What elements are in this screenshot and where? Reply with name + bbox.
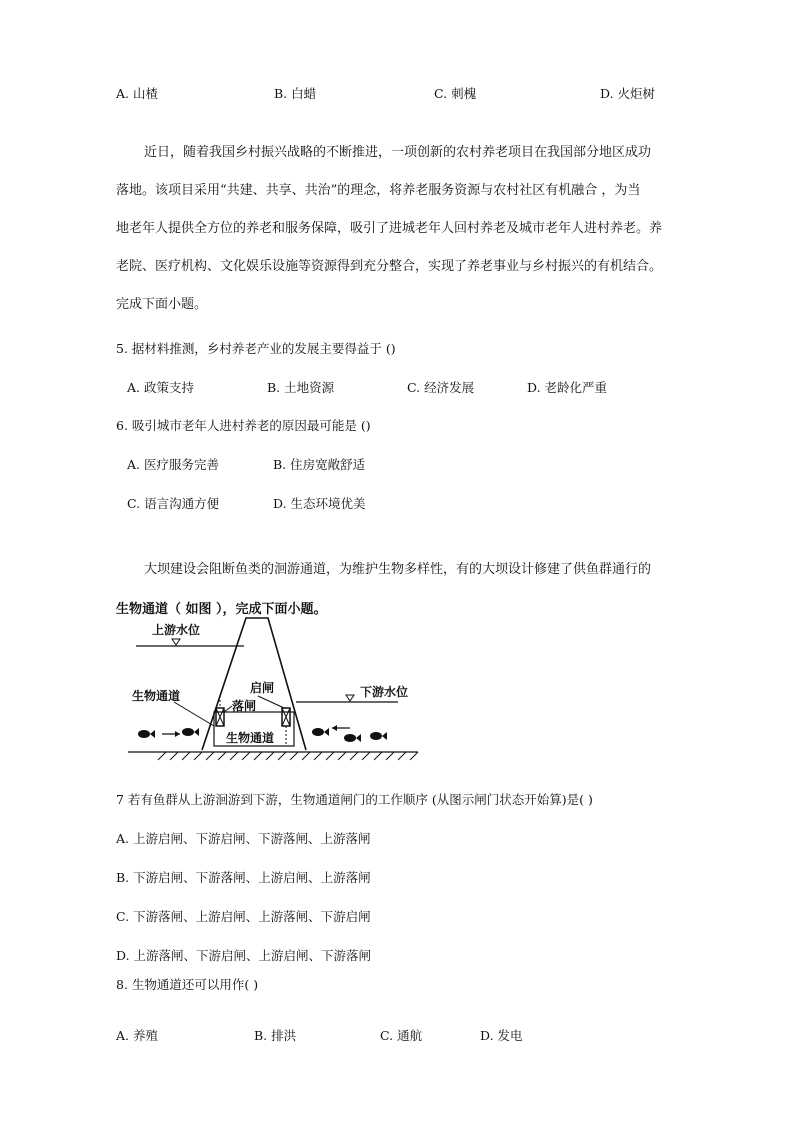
passage1-line: 近日，随着我国乡村振兴战略的不断推进，一项创新的农村养老项目在我国部分地区成功 bbox=[144, 145, 652, 160]
q6-option-c[interactable]: C. 语言沟通方便 bbox=[127, 496, 220, 511]
ground-hatching bbox=[158, 752, 418, 760]
q8-stem: 8. 生物通道还可以用作( ) bbox=[116, 977, 259, 992]
fish-downstream-2-icon bbox=[344, 734, 361, 742]
q5-option-b[interactable]: B. 土地资源 bbox=[267, 380, 335, 395]
fish-upstream-1-icon bbox=[138, 730, 155, 738]
upstream-label: 上游水位 bbox=[152, 623, 201, 637]
outer-channel-label: 生物通道 bbox=[132, 689, 181, 703]
passage1-line: 完成下面小题。 bbox=[116, 297, 208, 312]
q5-stem: 5. 据材料推测，乡村养老产业的发展主要得益于 () bbox=[116, 341, 396, 356]
q7-stem: 7 若有鱼群从上游洄游到下游，生物通道闸门的工作顺序 (从图示闸门状态开始算)是( ) bbox=[116, 792, 593, 807]
outer-channel-leader bbox=[174, 702, 214, 726]
arrow-upstream-head bbox=[175, 731, 180, 737]
passage1-line: 落地。该项目采用“共建、共享、共治”的理念，将养老服务资源与农村社区有机融合 ，为当 bbox=[116, 183, 641, 198]
q7-option-d[interactable]: D. 上游落闸、下游启闸、上游启闸、下游落闸 bbox=[116, 948, 372, 963]
q8-option-d[interactable]: D. 发电 bbox=[480, 1028, 523, 1043]
downstream-gate-cross bbox=[282, 708, 290, 726]
downstream-label: 下游水位 bbox=[360, 685, 409, 699]
q8-option-b[interactable]: B. 排洪 bbox=[254, 1028, 297, 1043]
passage2-line1: 大坝建设会阻断鱼类的洄游通道，为维护生物多样性，有的大坝设计修建了供鱼群通行的 bbox=[144, 562, 652, 577]
q6-option-b[interactable]: B. 住房宽敞舒适 bbox=[273, 457, 366, 472]
gate-open-leader bbox=[258, 696, 284, 708]
q5-option-c[interactable]: C. 经济发展 bbox=[407, 380, 475, 395]
downstream-water-marker bbox=[346, 695, 354, 701]
gate-closed-leader bbox=[224, 706, 232, 712]
q7-option-b[interactable]: B. 下游启闸、下游落闸、上游启闸、上游落闸 bbox=[116, 870, 371, 885]
q6-option-a[interactable]: A. 医疗服务完善 bbox=[127, 457, 219, 472]
gate-open-label: 启闸 bbox=[250, 681, 275, 695]
passage-rural-elderly bbox=[116, 134, 682, 324]
upstream-water-marker bbox=[172, 639, 180, 645]
q7-option-c[interactable]: C. 下游落闸、上游启闸、上游落闸、下游启闸 bbox=[116, 909, 371, 924]
q8-option-c[interactable]: C. 通航 bbox=[380, 1028, 423, 1043]
fish-downstream-3-icon bbox=[370, 732, 387, 740]
upstream-gate-cross bbox=[216, 708, 224, 726]
q4-option-c[interactable]: C. 刺槐 bbox=[434, 86, 477, 101]
passage1-line: 地老年人提供全方位的养老和服务保障，吸引了进城老年人回村养老及城市老年人进村养老。养 bbox=[116, 221, 663, 236]
q8-option-a[interactable]: A. 养殖 bbox=[116, 1028, 158, 1043]
inner-channel-label: 生物通道 bbox=[226, 731, 275, 745]
q6-option-d[interactable]: D. 生态环境优美 bbox=[273, 496, 366, 511]
q7-option-a[interactable]: A. 上游启闸、下游启闸、下游落闸、上游落闸 bbox=[116, 831, 371, 846]
dam-fish-passage-diagram bbox=[128, 612, 428, 768]
q6-stem: 6. 吸引城市老年人进村养老的原因最可能是 () bbox=[116, 418, 371, 433]
arrow-downstream-head bbox=[332, 725, 337, 731]
q5-option-a[interactable]: A. 政策支持 bbox=[127, 380, 194, 395]
gate-closed-label: 落闸 bbox=[232, 699, 257, 713]
q4-option-b[interactable]: B. 白蜡 bbox=[274, 86, 317, 101]
fish-downstream-1-icon bbox=[312, 728, 329, 736]
q4-option-a[interactable]: A. 山楂 bbox=[116, 86, 158, 101]
passage1-line: 老院、医疗机构、文化娱乐设施等资源得到充分整合，实现了养老事业与乡村振兴的有机结合。 bbox=[116, 259, 663, 274]
fish-upstream-2-icon bbox=[182, 728, 199, 736]
passage2-line2: 生物通道（ 如图 ），完成下面小题。 bbox=[116, 602, 327, 617]
q5-option-d[interactable]: D. 老龄化严重 bbox=[527, 380, 608, 395]
q4-option-d[interactable]: D. 火炬树 bbox=[600, 86, 656, 101]
